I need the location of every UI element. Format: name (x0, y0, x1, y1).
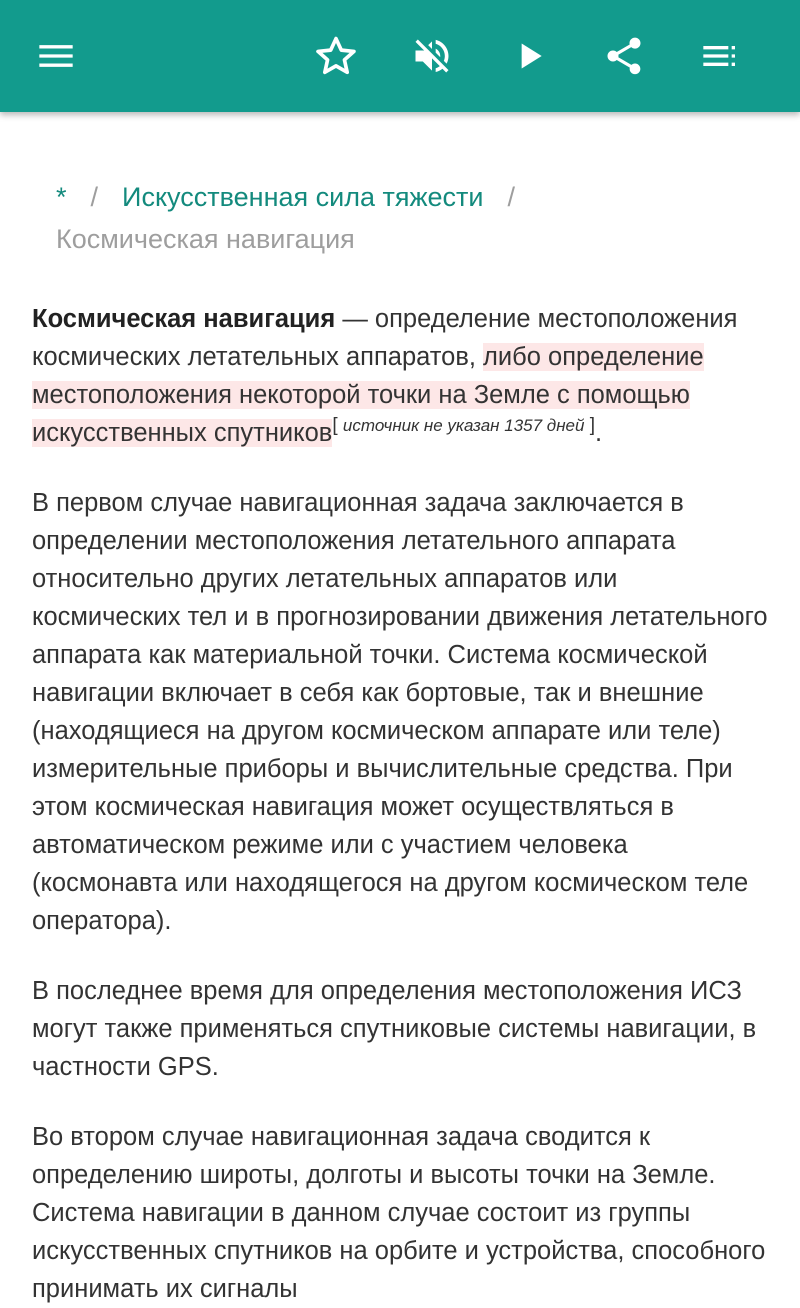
article-paragraph: Во втором случае навигационная задача сводится к определению широты, долготы и высоты точки на Земле. Система навигации в данном случае состоит из группы искусственных спутников на орбите и устройства, способного принимать их сигналы (32, 1123, 766, 1303)
menu-button[interactable] (20, 20, 92, 92)
share-button[interactable] (588, 20, 660, 92)
article-term: Космическая навигация (32, 305, 336, 333)
breadcrumb-parent-link[interactable]: Искусственная сила тяжести (122, 182, 484, 212)
breadcrumb-separator: / (507, 182, 516, 212)
volume-off-icon (410, 34, 454, 78)
share-icon (602, 34, 646, 78)
star-icon (314, 34, 358, 78)
mute-button[interactable] (396, 20, 468, 92)
breadcrumb (32, 176, 772, 260)
breadcrumb-root-link[interactable]: * (56, 182, 67, 212)
top-toolbar (0, 0, 800, 112)
unsourced-highlight[interactable]: либо определение местоположения некоторой точки на Земле с помощью искусственных спутников (32, 343, 704, 447)
play-icon (510, 36, 550, 76)
play-button[interactable] (494, 20, 566, 92)
article-paragraph: В последнее время для определения местоположения ИСЗ могут также применяться спутниковые системы навигации, в частности GPS. (32, 977, 757, 1081)
article-content (32, 112, 772, 1308)
toc-list-icon (700, 36, 740, 76)
article-paragraph: В первом случае навигационная задача заключается в определении местоположения летательного аппарата относительно других летательных аппаратов или космических тел и в прогнозировании движения летательного аппарата как материальной точки. Система космической навигации включает в себя как бортовые, так и внешние (находящиеся на другом космическом аппарате или теле) измерительные приборы и вычислительные средства. При этом космическая навигация может осуществляться в автоматическом режиме или с участием человека (космонавта или находящегося на другом космическом теле оператора). (32, 489, 768, 935)
paragraph-text: — определение местоположения космических летательных аппаратов, (32, 305, 738, 371)
paragraph-text: . (595, 419, 603, 447)
article-paragraph (32, 300, 772, 452)
breadcrumb-separator: / (90, 182, 99, 212)
breadcrumb-current: Космическая навигация (56, 224, 355, 254)
table-of-contents-button[interactable] (684, 20, 756, 92)
citation-needed-note[interactable]: [ источник не указан 1357 дней ] (332, 415, 596, 436)
bookmark-button[interactable] (300, 20, 372, 92)
menu-icon (36, 36, 76, 76)
